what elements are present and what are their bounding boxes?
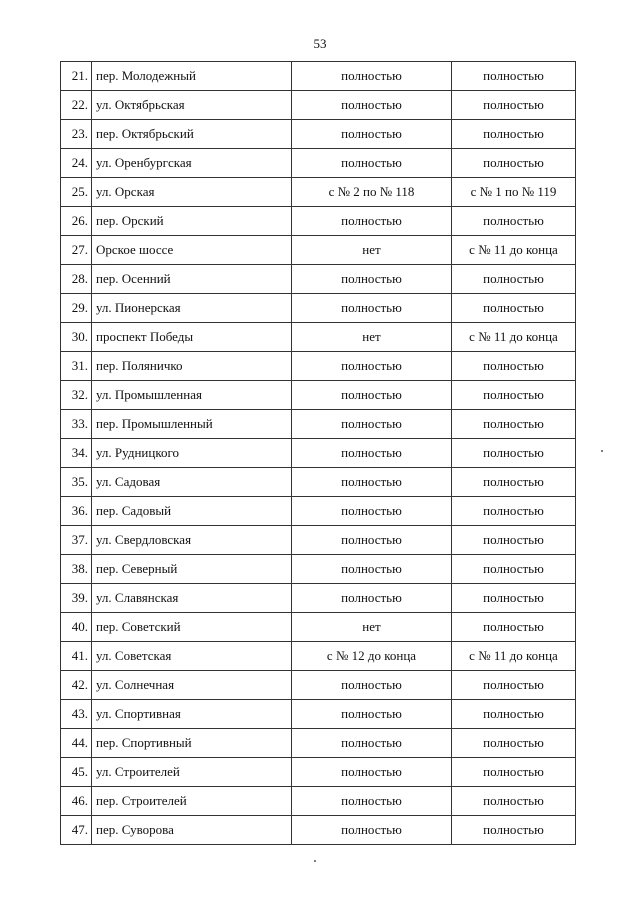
table-row <box>61 265 576 294</box>
even-side-cell: нет <box>292 323 452 352</box>
table-row <box>61 758 576 787</box>
row-number-cell: 44. <box>61 729 92 758</box>
odd-side-cell: полностью <box>452 439 576 468</box>
table-row <box>61 613 576 642</box>
street-name-cell: ул. Солнечная <box>92 671 292 700</box>
street-name-cell: пер. Орский <box>92 207 292 236</box>
odd-side-cell: с № 11 до конца <box>452 323 576 352</box>
row-number-cell: 26. <box>61 207 92 236</box>
row-number-cell: 47. <box>61 816 92 845</box>
table-row <box>61 149 576 178</box>
streets-table-body <box>61 62 576 845</box>
even-side-cell: полностью <box>292 787 452 816</box>
even-side-cell: полностью <box>292 700 452 729</box>
even-side-cell: нет <box>292 236 452 265</box>
odd-side-cell: полностью <box>452 149 576 178</box>
even-side-cell: с № 12 до конца <box>292 642 452 671</box>
street-name-cell: пер. Строителей <box>92 787 292 816</box>
table-row <box>61 207 576 236</box>
odd-side-cell: полностью <box>452 410 576 439</box>
odd-side-cell: полностью <box>452 91 576 120</box>
row-number-cell: 28. <box>61 265 92 294</box>
row-number-cell: 32. <box>61 381 92 410</box>
row-number-cell: 43. <box>61 700 92 729</box>
street-name-cell: пер. Советский <box>92 613 292 642</box>
row-number-cell: 24. <box>61 149 92 178</box>
odd-side-cell: полностью <box>452 671 576 700</box>
street-name-cell: пер. Осенний <box>92 265 292 294</box>
odd-side-cell: полностью <box>452 758 576 787</box>
row-number-cell: 45. <box>61 758 92 787</box>
table-row <box>61 555 576 584</box>
street-name-cell: ул. Садовая <box>92 468 292 497</box>
street-name-cell: ул. Орская <box>92 178 292 207</box>
odd-side-cell: полностью <box>452 120 576 149</box>
row-number-cell: 30. <box>61 323 92 352</box>
page-number: 53 <box>313 36 327 51</box>
street-name-cell: пер. Октябрьский <box>92 120 292 149</box>
even-side-cell: полностью <box>292 758 452 787</box>
even-side-cell: полностью <box>292 816 452 845</box>
table-row <box>61 323 576 352</box>
row-number-cell: 31. <box>61 352 92 381</box>
even-side-cell: полностью <box>292 671 452 700</box>
even-side-cell: полностью <box>292 526 452 555</box>
table-row <box>61 352 576 381</box>
odd-side-cell: с № 11 до конца <box>452 642 576 671</box>
street-name-cell: ул. Советская <box>92 642 292 671</box>
row-number-cell: 36. <box>61 497 92 526</box>
odd-side-cell: полностью <box>452 613 576 642</box>
row-number-cell: 40. <box>61 613 92 642</box>
table-row <box>61 729 576 758</box>
even-side-cell: полностью <box>292 91 452 120</box>
street-name-cell: пер. Молодежный <box>92 62 292 91</box>
row-number-cell: 33. <box>61 410 92 439</box>
odd-side-cell: с № 1 по № 119 <box>452 178 576 207</box>
even-side-cell: полностью <box>292 497 452 526</box>
street-name-cell: пер. Промышленный <box>92 410 292 439</box>
table-row <box>61 526 576 555</box>
street-name-cell: ул. Свердловская <box>92 526 292 555</box>
odd-side-cell: полностью <box>452 729 576 758</box>
street-name-cell: ул. Оренбургская <box>92 149 292 178</box>
odd-side-cell: полностью <box>452 265 576 294</box>
row-number-cell: 46. <box>61 787 92 816</box>
odd-side-cell: полностью <box>452 816 576 845</box>
even-side-cell: полностью <box>292 207 452 236</box>
odd-side-cell: полностью <box>452 352 576 381</box>
table-row <box>61 642 576 671</box>
row-number-cell: 21. <box>61 62 92 91</box>
table-row <box>61 497 576 526</box>
street-name-cell: ул. Рудницкого <box>92 439 292 468</box>
even-side-cell: полностью <box>292 120 452 149</box>
table-row <box>61 294 576 323</box>
street-name-cell: пер. Спортивный <box>92 729 292 758</box>
table-row <box>61 700 576 729</box>
odd-side-cell: полностью <box>452 294 576 323</box>
even-side-cell: нет <box>292 613 452 642</box>
table-row <box>61 816 576 845</box>
odd-side-cell: полностью <box>452 584 576 613</box>
even-side-cell: полностью <box>292 265 452 294</box>
even-side-cell: полностью <box>292 149 452 178</box>
street-name-cell: пер. Садовый <box>92 497 292 526</box>
even-side-cell: полностью <box>292 352 452 381</box>
street-name-cell: Орское шоссе <box>92 236 292 265</box>
row-number-cell: 41. <box>61 642 92 671</box>
row-number-cell: 23. <box>61 120 92 149</box>
even-side-cell: полностью <box>292 555 452 584</box>
odd-side-cell: полностью <box>452 526 576 555</box>
even-side-cell: полностью <box>292 729 452 758</box>
odd-side-cell: с № 11 до конца <box>452 236 576 265</box>
odd-side-cell: полностью <box>452 468 576 497</box>
street-name-cell: пер. Суворова <box>92 816 292 845</box>
row-number-cell: 37. <box>61 526 92 555</box>
table-row <box>61 178 576 207</box>
row-number-cell: 42. <box>61 671 92 700</box>
table-row <box>61 410 576 439</box>
even-side-cell: полностью <box>292 294 452 323</box>
street-name-cell: ул. Славянская <box>92 584 292 613</box>
table-row <box>61 91 576 120</box>
table-row <box>61 584 576 613</box>
even-side-cell: полностью <box>292 410 452 439</box>
street-name-cell: ул. Спортивная <box>92 700 292 729</box>
row-number-cell: 39. <box>61 584 92 613</box>
even-side-cell: полностью <box>292 62 452 91</box>
odd-side-cell: полностью <box>452 700 576 729</box>
table-row <box>61 787 576 816</box>
odd-side-cell: полностью <box>452 787 576 816</box>
table-row <box>61 381 576 410</box>
even-side-cell: полностью <box>292 468 452 497</box>
row-number-cell: 22. <box>61 91 92 120</box>
streets-table <box>60 61 576 845</box>
table-row <box>61 236 576 265</box>
odd-side-cell: полностью <box>452 555 576 584</box>
even-side-cell: полностью <box>292 439 452 468</box>
scan-speck <box>601 450 603 452</box>
street-name-cell: проспект Победы <box>92 323 292 352</box>
table-row <box>61 120 576 149</box>
even-side-cell: с № 2 по № 118 <box>292 178 452 207</box>
row-number-cell: 34. <box>61 439 92 468</box>
row-number-cell: 25. <box>61 178 92 207</box>
odd-side-cell: полностью <box>452 207 576 236</box>
street-name-cell: ул. Строителей <box>92 758 292 787</box>
table-row <box>61 439 576 468</box>
scan-speck <box>314 860 316 862</box>
street-name-cell: пер. Поляничко <box>92 352 292 381</box>
row-number-cell: 29. <box>61 294 92 323</box>
odd-side-cell: полностью <box>452 62 576 91</box>
odd-side-cell: полностью <box>452 497 576 526</box>
table-row <box>61 468 576 497</box>
odd-side-cell: полностью <box>452 381 576 410</box>
even-side-cell: полностью <box>292 584 452 613</box>
street-name-cell: ул. Октябрьская <box>92 91 292 120</box>
street-name-cell: ул. Пионерская <box>92 294 292 323</box>
row-number-cell: 27. <box>61 236 92 265</box>
even-side-cell: полностью <box>292 381 452 410</box>
street-name-cell: пер. Северный <box>92 555 292 584</box>
table-row <box>61 671 576 700</box>
row-number-cell: 35. <box>61 468 92 497</box>
row-number-cell: 38. <box>61 555 92 584</box>
street-name-cell: ул. Промышленная <box>92 381 292 410</box>
table-row <box>61 62 576 91</box>
